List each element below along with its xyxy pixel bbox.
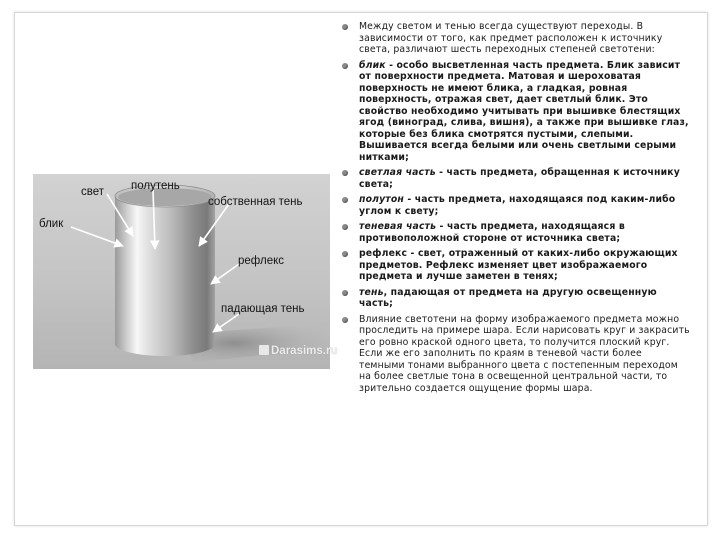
item-term: тень: [359, 286, 384, 298]
item-term: блик: [359, 59, 386, 71]
item-term: теневая часть: [359, 221, 437, 232]
bullet-icon: [342, 224, 348, 230]
watermark-icon: [259, 345, 269, 355]
list-item: [338, 167, 690, 190]
cylinder-illustration: [33, 174, 338, 369]
item-text: - часть предмета, обращенная к источнику света;: [359, 167, 680, 190]
bullet-icon: [342, 290, 348, 296]
item-text: рефлекс - свет, отраженный от каких-либо окружающих предметов. Рефлекс изменяет цвет изображаемого предмета и лучше заметен в тенях;: [359, 248, 678, 282]
label-refleks: рефлекс: [238, 255, 285, 267]
item-text: Влияние светотени на форму изображаемого предмета можно проследить на примере шара. Если нарисовать круг и закрасить его ровно краской одного цвета, то получится плоский круг. Если же его заполнить по краям в теневой части более темными тонами выбранного цвета с постепенным переходом на более светлые тона в освещенной центральной части, то зрительно создается ощущение формы шара.: [359, 313, 690, 394]
item-text: - часть предмета, находящаяся под каким-либо углом к свету;: [359, 194, 676, 217]
cylinder-body: [115, 196, 215, 356]
list-item: [338, 287, 690, 310]
label-svet: свет: [81, 186, 105, 198]
watermark: [259, 345, 337, 358]
label-blik: блик: [39, 218, 64, 230]
item-term: полутон: [359, 194, 404, 205]
list-item: [338, 221, 690, 244]
list-item: [338, 194, 690, 217]
item-text: - особо высветленная часть предмета. Блик зависит от поверхности предмета. Матовая и шероховатая поверхность не имеют блика, а гладкая, ровная поверхность, отражая свет, дает светлый блик. Это свойство необходимо учитывать при вышивке блестящих ягод (виноград, слива, вишня), а также при вышивке глаз, которые без блика смотрятся пустыми, слепыми. Вышивается всегда белыми или очень светлыми серыми нитками;: [359, 59, 689, 163]
item-text: , падающая от предмета на другую освещенную часть;: [359, 286, 657, 309]
list-item: [338, 248, 690, 283]
item-term: светлая часть: [359, 167, 436, 178]
item-text: - часть предмета, находящаяся в противоположной стороне от источника света;: [359, 221, 625, 244]
item-text: Между светом и тенью всегда существуют переходы. В зависимости от того, как предмет расположен к источнику света, различают шесть переходных степеней светотени:: [359, 21, 663, 55]
label-poluten: полутень: [131, 180, 180, 192]
bullet-icon: [342, 251, 348, 257]
arrow-refleks: [211, 264, 239, 284]
bullet-list: [338, 21, 690, 398]
bullet-icon: [342, 170, 348, 176]
list-item: [338, 60, 690, 164]
list-item: [338, 314, 690, 395]
bullet-icon: [342, 197, 348, 203]
bullet-icon: [342, 63, 348, 69]
bullet-icon: [342, 24, 348, 30]
list-item: [338, 21, 690, 56]
watermark-text: Darasims.ru: [271, 345, 338, 357]
label-padayushchaya-ten: падающая тень: [221, 303, 305, 315]
bullet-icon: [342, 317, 348, 323]
label-sobstvennaya-ten: собственная тень: [208, 196, 303, 208]
arrow-padayushchaya: [213, 314, 239, 332]
